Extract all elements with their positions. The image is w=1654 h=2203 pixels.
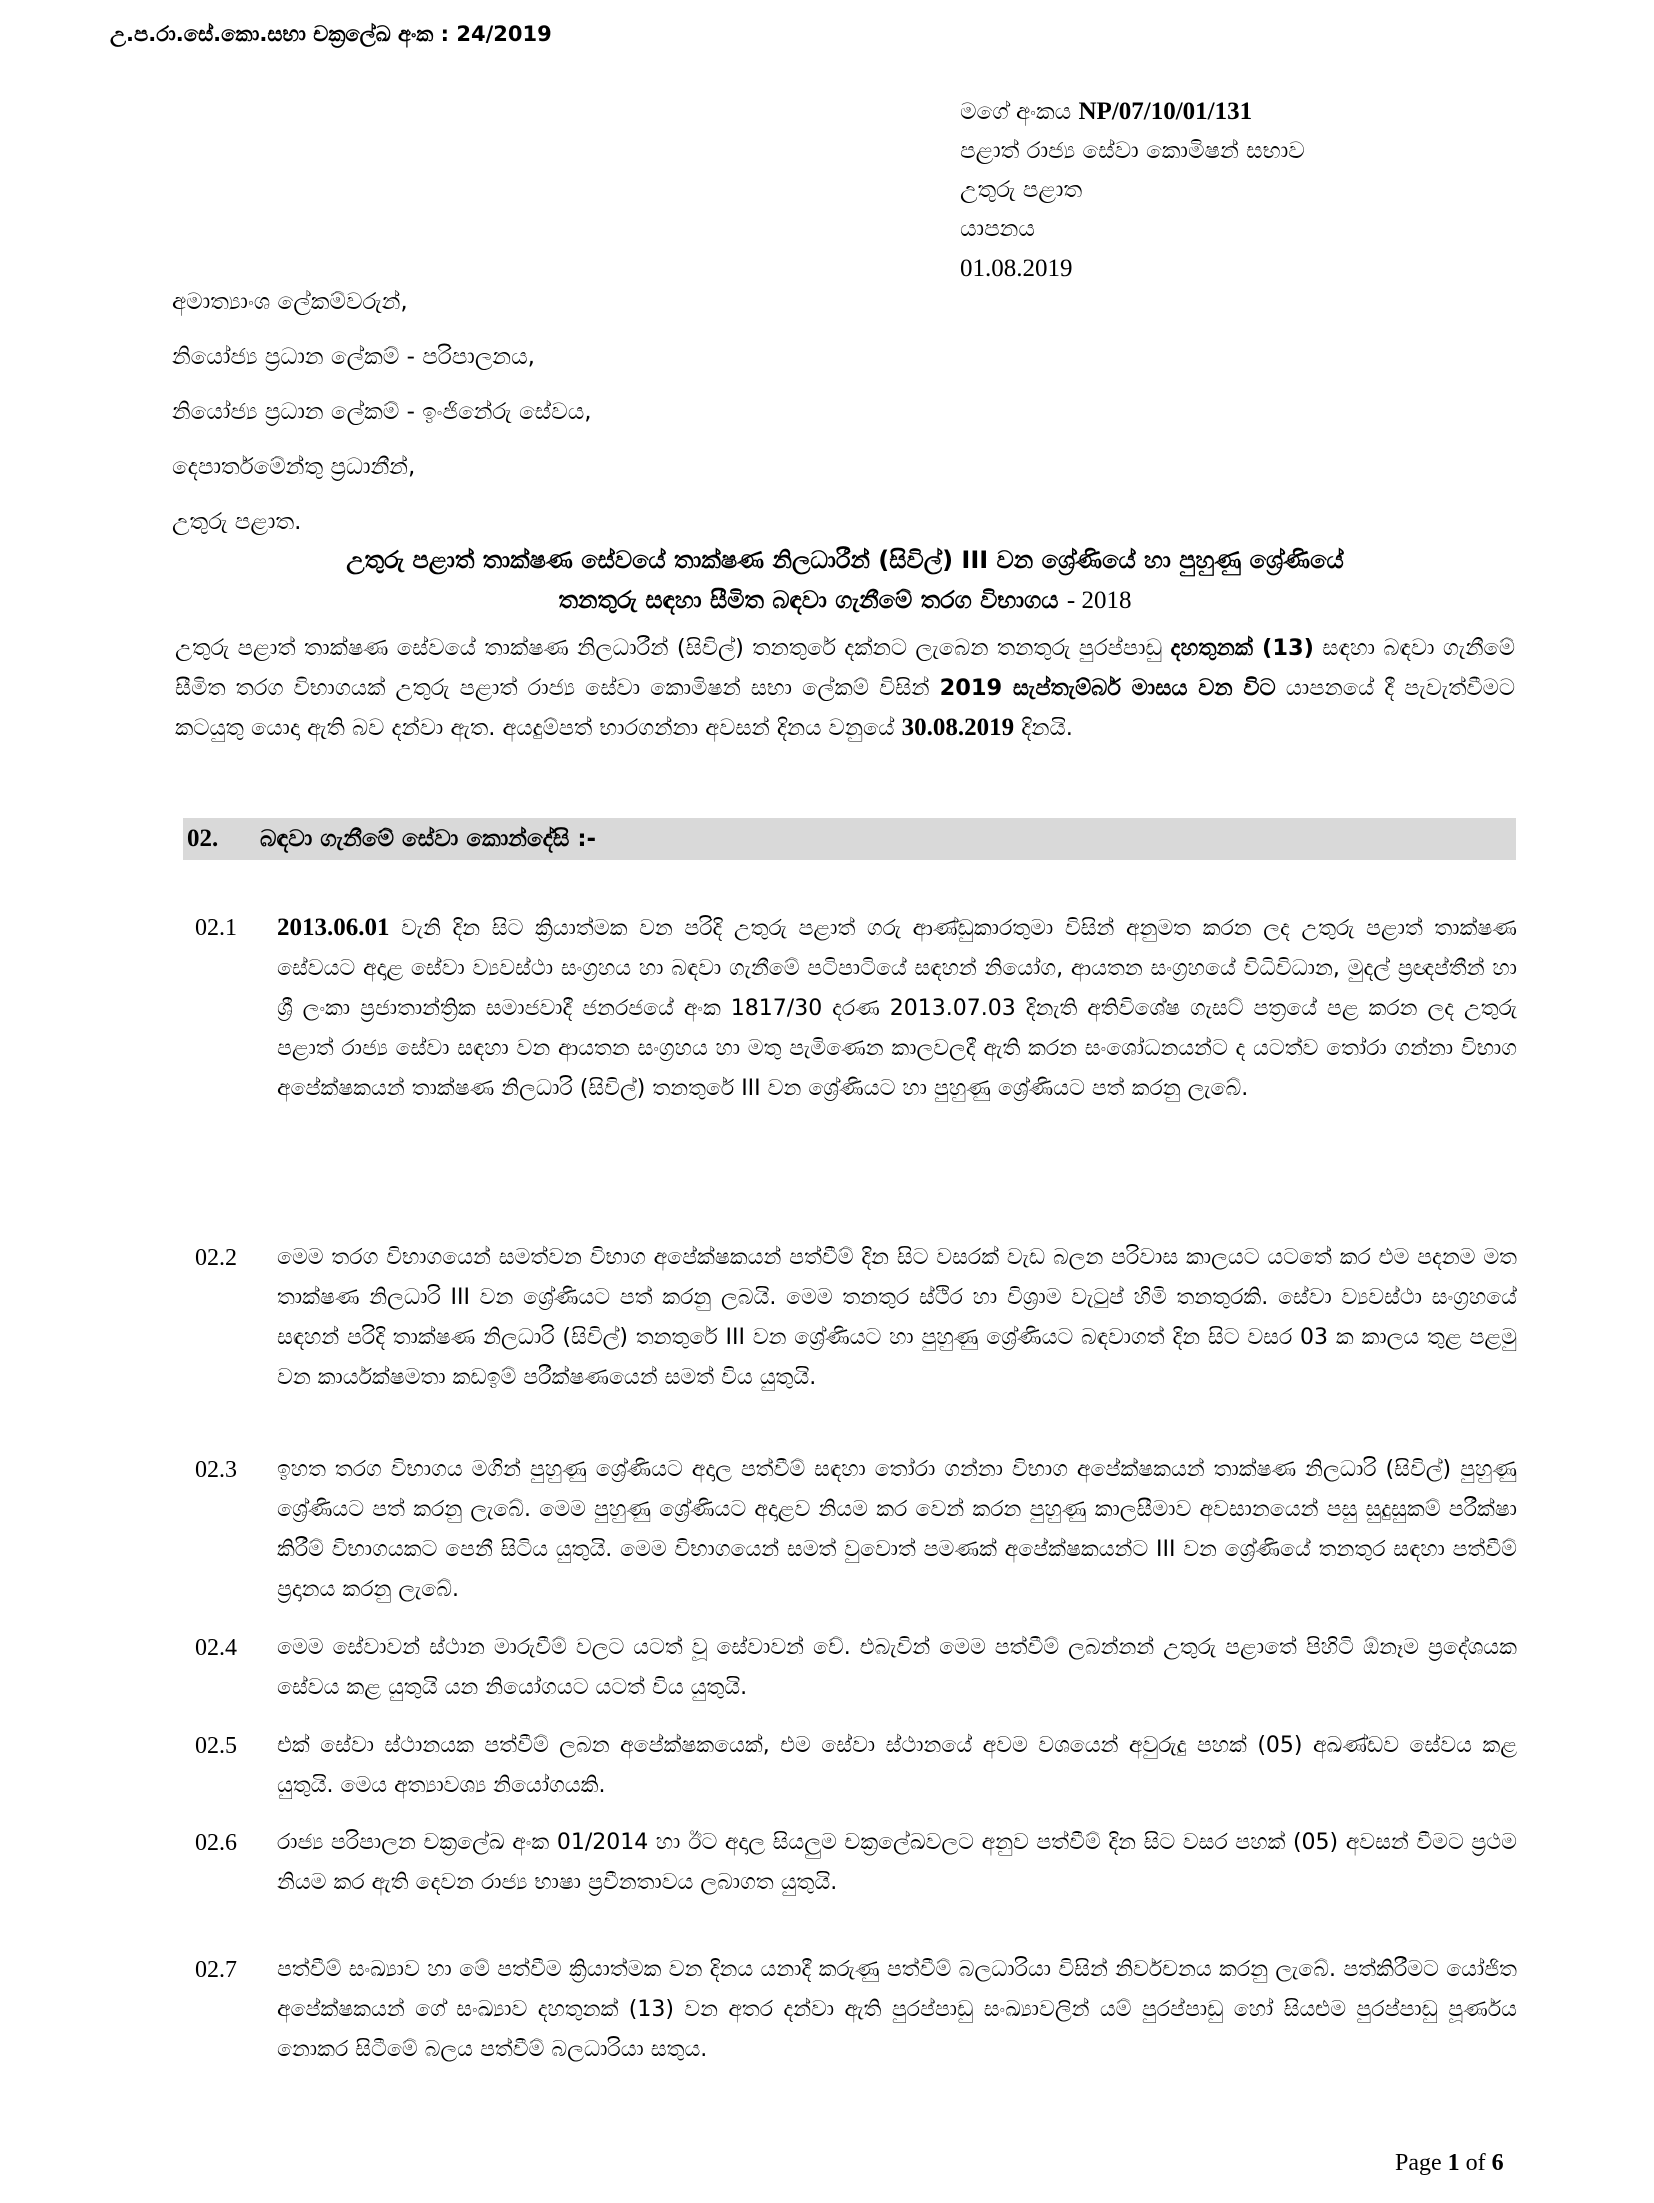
clause-number: 02.1: [195, 915, 237, 941]
intro-text-1: උතුරු පළාත් තාක්ෂණ සේවයේ තාක්ෂණ නිලධාරීන් (සිවිල්) තනතුරේ දක්නට ලැබෙන තනතුරු පුරප්පාඩු: [175, 635, 1163, 661]
section-number: 02.: [187, 825, 219, 852]
clause-body: මෙම තරග විභාගයෙන් සමත්වන විභාග අපේක්ෂකයන් පත්වීම් දින සිට වසරක් වැඩ බලන පරිවාස කාලයට යටතේ කර එම පදනම මත තාක්ෂණ නිලධාරි III වන ශ්‍රේණියට පත් කරනු ලබයි. මෙම තනතුර ස්ථිර හා විශ්‍රාම වැටුප් හිමි තනතුරකි. සේවා ව්‍යවස්ථා සංග්‍රහයේ සඳහන් පරිදි තාක්ෂණ නිලධාරි (සිවිල්) තනතුරේ III වන ශ්‍රේණියට හා පුහුණු ශ්‍රේණියට බඳවාගත් දින සිට වසර 03 ක කාලය තුළ පළමු වන කාර්යක්ෂමතා කඩඉම් පරීක්ෂණයෙන් සමත් විය යුතුයි.: [277, 1245, 1517, 1390]
section-heading: [183, 818, 1516, 860]
addressee-item: නියෝජ්‍ය ප්‍රධාන ලේකම් - ඉංජිනේරු සේවය,: [172, 399, 592, 425]
intro-closing-date: 30.08.2019: [901, 714, 1015, 741]
current-page-number: 1: [1447, 2150, 1460, 2176]
section-title: බඳවා ගැනීමේ සේවා කොන්දේසි :-: [260, 826, 597, 852]
subject-line-1: උතුරු පළාත් තාක්ෂණ සේවයේ තාක්ෂණ නිලධාරීන් (සිවිල්) III වන ශ්‍රේණියේ හා පුහුණු ශ්‍රේණියේ: [346, 546, 1344, 574]
office-name: පළාත් රාජ්‍ය සේවා කොමිෂන් සභාව: [960, 138, 1305, 164]
addressee-list: [172, 275, 592, 550]
city-name: යාපනය: [960, 216, 1035, 242]
clause-number: 02.5: [195, 1733, 237, 1759]
clause-body: ඉහත තරග විභාගය මගින් පුහුණු ශ්‍රේණියට අදාල පත්වීම් සඳහා තෝරා ගන්නා විභාග අපේක්ෂකයන් තාක්ෂණ නිලධාරි (සිවිල්) පුහුණු ශ්‍රේණියට පත් කරනු ලැබේ. මෙම පුහුණු ශ්‍රේණියට අදාළව නියම කර වෙන් කරන පුහුණු කාලසීමාව අවසානයෙන් පසු සුදුසුකම් පරීක්ෂා කිරීම් විභාගයකට පෙනී සිටිය යුතුයි. මෙම විභාගයෙන් සමත් වුවොත් පමණක් අපේක්ෂකයන්ට III වන ශ්‍රේණියේ තනතුර සඳහා පත්වීම් ප්‍රදානය කරනු ලැබේ.: [277, 1457, 1517, 1602]
of-word: of: [1465, 2150, 1486, 2176]
clause-text: [277, 908, 1517, 1109]
clause-body: වැනි දින සිට ක්‍රියාත්මක වන පරිදි උතුරු පළාත් ගරු ආණ්ඩුකාරතුමා විසින් අනුමත කරන ලද උතුරු පළාත් තාක්ෂණ සේවයට අදාළ සේවා ව්‍යවස්ථා සංග්‍රහය හා බඳවා ගැනීමේ පටිපාටියේ සඳහන් නියෝග, ආයතන සංග්‍රහයේ විධිවිධාන, මුදල් ප්‍රඥප්තීන් හා ශ්‍රී ලංකා ප්‍රජාතාන්ත්‍රික සමාජවාදී ජනරජයේ අංක 1817/30 දරණ 2013.07.03 දිනැති අතිවිශේෂ ගැසට් පත්‍රයේ පළ කරන ලද උතුරු පළාත් රාජ්‍ය සේවා සඳහා වන ආයතන සංග්‍රහය හා මතු පැමිණෙන කාලවලදී ඇති කරන සංශෝධනයන්ට ද යටත්ව තෝරා ගන්නා විභාග අපේක්ෂකයන් තාක්ෂණ නිලධාරි (සිවිල්) තනතුරේ III වන ශ්‍රේණියට හා පුහුණු ශ්‍රේණියට පත් කරනු ලැබේ.: [277, 916, 1518, 1101]
circular-reference: උ.ප.රා.සේ.කො.සභා චක්‍රලේඛ අංක : 24/2019: [110, 22, 552, 46]
clause-bold-date: 2013.06.01: [277, 914, 390, 941]
intro-exam-month: 2019 සැප්තැම්බර් මාසය වන විට: [939, 675, 1276, 701]
clause-number: 02.6: [195, 1830, 237, 1856]
intro-paragraph: [175, 628, 1515, 748]
letter-date: 01.08.2019: [960, 255, 1073, 282]
intro-text-2: සඳහා බඳවා ගැනීමේ සීමිත තරග විභාගයක් උතුරු පළාත් රාජ්‍ය සේවා කොමිෂන් සභා ලේකම් විසින්: [175, 635, 1515, 701]
clause-number: 02.4: [195, 1635, 237, 1661]
clause-number: 02.7: [195, 1957, 237, 1983]
my-number-line: [960, 92, 1305, 132]
addressee-item: අමාත්‍යාංශ ලේකම්වරුන්,: [172, 289, 408, 315]
total-pages: 6: [1491, 2150, 1504, 2176]
clause-body: මෙම සේවාවන් ස්ථාන මාරුවීම් වලට යටත් වූ සේවාවන් වේ. එබැවින් මෙම පත්වීම් ලබන්නන් උතුරු පළාතේ පිහිටි ඕනෑම ප්‍රදේශයක සේවය කළ යුතුයි යන නියෝගයට යටත් විය යුතුයි.: [277, 1635, 1517, 1700]
subject-line-2-text: තනතුරු සඳහා සීමිත බඳවා ගැනීමේ තරග විභාගය: [558, 586, 1059, 614]
subject-year: - 2018: [1066, 587, 1132, 614]
clause-body: පත්වීම් සංඛ්‍යාව හා මේ පත්වීම ක්‍රියාත්මක වන දිනය යනාදී කරුණු පත්වීම් බලධාරියා විසින් නිර්වචනය කරනු ලැබේ. පත්කිරීමට යෝජිත අපේක්ෂකයන් ගේ සංඛ්‍යාව දහතුනක් (13) වන අතර දන්වා ඇති පුරප්පාඩු සංඛ්‍යාවලින් යම් පුරප්පාඩු හෝ සියළුම පුරප්පාඩු පූර්ණය නොකර සිටීමේ බලය පත්වීම් බලධාරියා සතුය.: [277, 1957, 1517, 2062]
intro-vacancies: දහතුනක් (13): [1170, 635, 1314, 661]
addressee-item: නියෝජ්‍ය ප්‍රධාන ලේකම් - පරිපාලනය,: [172, 344, 535, 370]
clause-number: 02.2: [195, 1245, 237, 1271]
clause-number: 02.3: [195, 1457, 237, 1483]
intro-text-3: යාපනයේ දී පැවැත්වීමට කටයුතු යොදා ඇති බව දන්වා ඇත. අයදුම්පත් භාරගන්නා අවසන් දිනය වනුයේ: [175, 675, 1516, 741]
addressee-item: දෙපාර්තමේන්තු ප්‍රධානීන්,: [172, 454, 416, 480]
page-word: Page: [1395, 2150, 1442, 2176]
clause-body: එක් සේවා ස්ථානයක පත්වීම් ලබන අපේක්ෂකයෙක්, එම සේවා ස්ථානයේ අවම වශයෙන් අවුරුදු පහක් (05) අඛණ්ඩව සේවය කළ යුතුයි. මෙය අත්‍යාවශ්‍ය නියෝගයකි.: [277, 1733, 1517, 1798]
subject-line-2: [175, 580, 1515, 621]
page-footer: [1395, 2150, 1504, 2177]
clause-body: රාජ්‍ය පරිපාලන චක්‍රලේඛ අංක 01/2014 හා ඊට අදාල සියලුම චක්‍රලේඛවලට අනුව පත්වීම් දින සිට වසර පහක් (05) අවසන් වීමට ප්‍රථම නියම කර ඇති දෙවන රාජ්‍ය භාෂා ප්‍රවීනතාවය ලබාගත යුතුයි.: [277, 1830, 1517, 1895]
reference-block: [960, 92, 1305, 288]
addressee-item: උතුරු පළාත.: [172, 509, 302, 535]
intro-text-4: දිනයි.: [1021, 715, 1073, 741]
my-number-value: NP/07/10/01/131: [1078, 98, 1253, 125]
my-number-label: මගේ අංකය: [960, 99, 1072, 125]
province-name: උතුරු පළාත: [960, 177, 1083, 203]
subject-heading: [175, 540, 1515, 621]
